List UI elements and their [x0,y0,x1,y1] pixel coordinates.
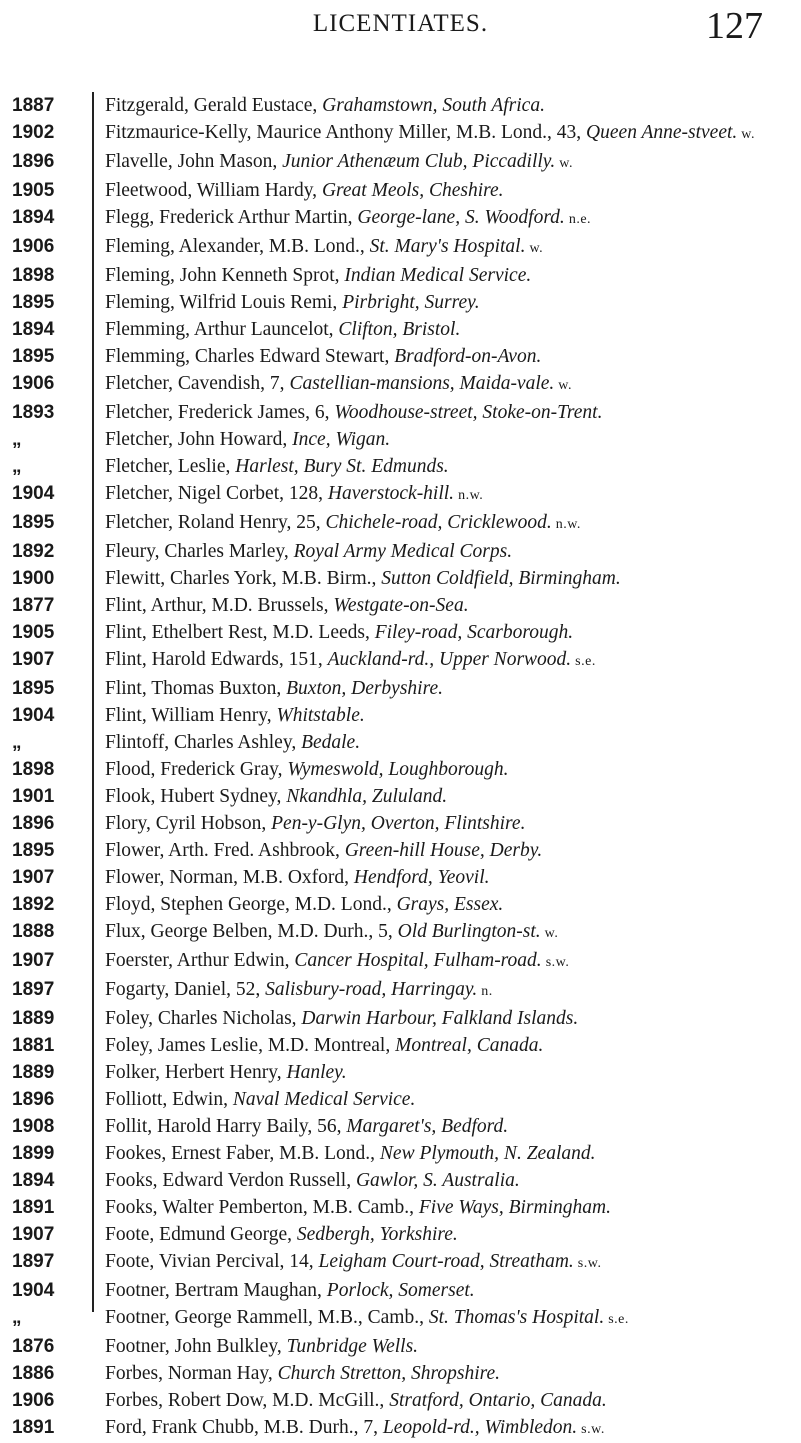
entry-text [105,233,775,262]
list-item [0,918,801,947]
entry-text [105,399,775,426]
entry-name: Fooks, Walter Pemberton, M.B. Camb., [105,1197,419,1218]
entry-name: Flint, Ethelbert Rest, M.D. Leeds, [105,622,375,643]
list-item [0,509,801,538]
entry-year: 1886 [12,1363,55,1384]
entry-text [105,1194,775,1221]
entry-year: 1907 [12,867,55,888]
list-item [0,1414,801,1443]
entry-address: Whitstable. [276,705,365,726]
entry-year: 1894 [12,1170,55,1191]
entry-text [105,1167,775,1194]
entry-name: Fleury, Charles Marley, [105,541,294,562]
list-item [0,1360,801,1387]
entry-name: Flemming, Charles Edward Stewart, [105,346,395,367]
list-item [0,426,801,453]
entry-text [105,1387,775,1414]
list-item [0,702,801,729]
entry-district: s.e. [571,654,596,669]
list-item [0,947,801,976]
list-item [0,399,801,426]
entry-address: Sedbergh, Yorkshire. [296,1224,458,1245]
entry-name: Flower, Arth. Fred. Ashbrook, [105,840,345,861]
entry-text [105,1277,775,1304]
entry-address: Pen-y-Glyn, Overton, Flintshire. [271,813,526,834]
entry-year: 1896 [12,813,55,834]
entry-address: New Plymouth, N. Zealand. [379,1143,596,1164]
entry-name: Fleming, John Kenneth Sprot, [105,265,345,286]
entry-year: 1907 [12,950,55,971]
entry-name: Fogarty, Daniel, 52, [105,979,266,1000]
entry-year: 1896 [12,151,55,172]
entry-name: Flood, Frederick Gray, [105,759,288,780]
entry-year: 1895 [12,840,55,861]
entry-year: 1904 [12,1280,55,1301]
entry-year: 1906 [12,373,55,394]
entry-name: Footner, John Bulkley, [105,1336,287,1357]
entry-year: 1895 [12,512,55,533]
entry-year: 1892 [12,894,55,915]
entry-text [105,119,775,148]
entry-year: 1881 [12,1035,55,1056]
entry-text [105,204,775,233]
entry-address: Pirbright, Surrey. [342,292,480,313]
entry-address: Church Stretton, Shropshire. [277,1363,501,1384]
list-item [0,810,801,837]
entry-name: Fletcher, Nigel Corbet, 128, [105,483,328,504]
entry-name: Fletcher, John Howard, [105,429,293,450]
entry-address: Naval Medical Service. [232,1089,416,1110]
entry-year: 1902 [12,122,55,143]
entry-year: 1901 [12,786,55,807]
entry-address: Buxton, Derbyshire. [286,678,443,699]
entry-address: Junior Athenæum Club, Piccadilly. [282,151,556,172]
entry-district: w. [540,926,559,941]
entry-year: 1898 [12,265,55,286]
list-item [0,1167,801,1194]
entry-address: Sutton Coldfield, Birmingham. [381,568,621,589]
entry-name: Footner, George Rammell, M.B., Camb., [105,1307,429,1328]
entry-address: Castellian-mansions, Maida-vale. [289,373,555,394]
entry-name: Fletcher, Leslie, [105,456,236,477]
entry-year: 1904 [12,705,55,726]
entry-address: Grahamstown, South Africa. [322,95,545,116]
entry-address: Hendford, Yeovil. [353,867,490,888]
entry-address: George-lane, S. Woodford. [357,207,565,228]
entry-name: Fletcher, Roland Henry, 25, [105,512,326,533]
entry-district: w. [737,127,755,142]
list-item [0,177,801,204]
entry-year: 1894 [12,207,55,228]
entry-year: 1907 [12,649,55,670]
list-item [0,262,801,289]
entry-text [105,756,775,783]
entry-name: Flavelle, John Mason, [105,151,283,172]
page-title: LICENTIATES. [312,10,489,37]
entry-address: Leopold-rd., Wimbledon. [382,1417,578,1438]
entry-address: Hanley. [286,1062,347,1083]
entry-year: 1876 [12,1336,55,1357]
entry-name: Fleming, Alexander, M.B. Lond., [105,236,370,257]
entry-text [105,565,775,592]
entry-text [105,538,775,565]
entry-text [105,1005,775,1032]
entry-text [105,426,775,453]
entry-year: 1906 [12,1390,55,1411]
entry-district: n.w. [454,488,484,503]
entry-year: „ [12,732,22,753]
list-item [0,565,801,592]
list-item [0,837,801,864]
list-item [0,92,801,119]
entry-text [105,1140,775,1167]
entry-address: Auckland-rd., Upper Norwood. [327,649,572,670]
entry-address: Great Meols, Cheshire. [321,180,504,201]
list-item [0,1248,801,1277]
entry-text [105,619,775,646]
entry-name: Fletcher, Frederick James, 6, [105,402,335,423]
list-item [0,783,801,810]
entry-address: Bradford-on-Avon. [394,346,542,367]
entry-name: Flint, Thomas Buxton, [105,678,287,699]
entry-address: Clifton, Bristol. [338,319,461,340]
entry-text [105,1086,775,1113]
list-item [0,1387,801,1414]
list-item [0,1140,801,1167]
entry-text [105,864,775,891]
entry-year: „ [12,456,22,477]
entry-address: Grays, Essex. [396,894,504,915]
entry-name: Flower, Norman, M.B. Oxford, [105,867,354,888]
list-item [0,1277,801,1304]
entry-year: 1905 [12,622,55,643]
list-item [0,343,801,370]
entry-address: Darwin Harbour, Falkland Islands. [301,1008,579,1029]
entry-district: n.e. [564,212,592,227]
entry-year: 1899 [12,1143,55,1164]
entry-address: Queen Anne-stveet. [586,122,738,143]
entry-text [105,1059,775,1086]
page-header [0,6,801,46]
entry-name: Folliott, Edwin, [105,1089,233,1110]
list-item [0,1333,801,1360]
entry-name: Flewitt, Charles York, M.B. Birm., [105,568,382,589]
entry-text [105,343,775,370]
list-item [0,1113,801,1140]
list-item [0,119,801,148]
entry-year: 1888 [12,921,55,942]
list-item [0,864,801,891]
entry-name: Flint, Arthur, M.D. Brussels, [105,595,334,616]
entry-name: Fooks, Edward Verdon Russell, [105,1170,356,1191]
entry-year: 1895 [12,292,55,313]
entry-text [105,262,775,289]
entry-text [105,1221,775,1248]
list-item [0,1221,801,1248]
list-item [0,756,801,783]
entry-address: Porlock, Somerset. [326,1280,475,1301]
entry-name: Fleming, Wilfrid Louis Remi, [105,292,343,313]
entry-address: Margaret's, Bedford. [346,1116,509,1137]
list-item [0,480,801,509]
entry-year: 1897 [12,1251,55,1272]
entry-list [0,92,801,1443]
entry-name: Foley, Charles Nicholas, [105,1008,302,1029]
entry-address: St. Thomas's Hospital. [428,1307,605,1328]
list-item [0,204,801,233]
entry-year: 1897 [12,979,55,1000]
entry-text [105,370,775,399]
page-number: 127 [706,5,763,47]
list-item [0,538,801,565]
entry-text [105,453,775,480]
list-item [0,592,801,619]
entry-name: Floyd, Stephen George, M.D. Lond., [105,894,397,915]
list-item [0,148,801,177]
entry-name: Foley, James Leslie, M.D. Montreal, [105,1035,396,1056]
entry-district: s.w. [541,955,570,970]
entry-district: n. [477,984,493,999]
entry-name: Follit, Harold Harry Baily, 56, [105,1116,347,1137]
list-item [0,1059,801,1086]
entry-name: Fletcher, Cavendish, 7, [105,373,290,394]
entry-name: Fleetwood, William Hardy, [105,180,322,201]
list-item [0,233,801,262]
entry-year: 1895 [12,678,55,699]
list-item [0,370,801,399]
entry-name: Ford, Frank Chubb, M.B. Durh., 7, [105,1417,383,1438]
entry-district: w. [555,156,573,171]
entry-year: 1889 [12,1062,55,1083]
entry-text [105,1032,775,1059]
entry-address: Wymeswold, Loughborough. [287,759,509,780]
entry-district: w. [554,378,572,393]
entry-name: Flook, Hubert Sydney, [105,786,287,807]
entry-text [105,783,775,810]
entry-text [105,891,775,918]
entry-address: Bedale. [301,732,361,753]
entry-name: Foote, Edmund George, [105,1224,297,1245]
entry-address: Indian Medical Service. [344,265,532,286]
entry-text [105,837,775,864]
list-item [0,675,801,702]
list-item [0,619,801,646]
entry-address: Cancer Hospital, Fulham-road. [294,950,542,971]
entry-year: 1906 [12,236,55,257]
entry-year: 1891 [12,1197,55,1218]
entry-address: Salisbury-road, Harringay. [265,979,478,1000]
entry-year: 1905 [12,180,55,201]
entry-text [105,1414,775,1443]
entry-address: Ince, Wigan. [292,429,391,450]
entry-text [105,1304,775,1333]
list-item [0,729,801,756]
entry-address: Westgate-on-Sea. [333,595,469,616]
entry-name: Foote, Vivian Percival, 14, [105,1251,319,1272]
list-item [0,1194,801,1221]
entry-address: Five Ways, Birmingham. [418,1197,611,1218]
entry-address: St. Mary's Hospital. [369,236,526,257]
entry-name: Flory, Cyril Hobson, [105,813,272,834]
list-item [0,1005,801,1032]
entry-year: 1895 [12,346,55,367]
entry-year: „ [12,1307,22,1328]
entry-year: 1907 [12,1224,55,1245]
entry-text [105,1113,775,1140]
entry-name: Footner, Bertram Maughan, [105,1280,327,1301]
entry-name: Flemming, Arthur Launcelot, [105,319,339,340]
entry-text [105,646,775,675]
entry-name: Flegg, Frederick Arthur Martin, [105,207,358,228]
entry-name: Fookes, Ernest Faber, M.B. Lond., [105,1143,380,1164]
list-item [0,453,801,480]
entry-address: Stratford, Ontario, Canada. [389,1390,607,1411]
entry-name: Forbes, Robert Dow, M.D. McGill., [105,1390,390,1411]
entry-year: 1904 [12,483,55,504]
entry-address: Royal Army Medical Corps. [293,541,513,562]
list-item [0,316,801,343]
entry-name: Flint, Harold Edwards, 151, [105,649,328,670]
entry-address: Old Burlington-st. [397,921,541,942]
entry-address: Green-hill House, Derby. [344,840,543,861]
entry-name: Flint, William Henry, [105,705,277,726]
entry-text [105,1360,775,1387]
list-item [0,646,801,675]
entry-address: Woodhouse-street, Stoke-on-Trent. [334,402,603,423]
entry-text [105,480,775,509]
list-item [0,1304,801,1333]
entry-address: Haverstock-hill. [327,483,455,504]
entry-district: s.e. [604,1312,629,1327]
entry-text [105,177,775,204]
entry-text [105,810,775,837]
entry-address: Leigham Court-road, Streatham. [318,1251,574,1272]
entry-year: 1887 [12,95,55,116]
entry-year: 1892 [12,541,55,562]
entry-name: Fitzmaurice-Kelly, Maurice Anthony Miller, M.B. Lond., 43, [105,122,587,143]
entry-name: Flux, George Belben, M.D. Durh., 5, [105,921,398,942]
entry-name: Fitzgerald, Gerald Eustace, [105,95,323,116]
entry-address: Montreal, Canada. [395,1035,544,1056]
entry-year: „ [12,429,22,450]
entry-year: 1896 [12,1089,55,1110]
entry-district: s.w. [573,1256,602,1271]
entry-address: Chichele-road, Cricklewood. [325,512,552,533]
entry-year: 1889 [12,1008,55,1029]
entry-year: 1894 [12,319,55,340]
entry-text [105,675,775,702]
entry-name: Forbes, Norman Hay, [105,1363,278,1384]
entry-district: w. [525,241,544,256]
entry-year: 1877 [12,595,55,616]
entry-text [105,289,775,316]
entry-text [105,947,775,976]
list-item [0,1086,801,1113]
entry-text [105,148,775,177]
entry-address: Filey-road, Scarborough. [374,622,574,643]
entry-address: Tunbridge Wells. [286,1336,419,1357]
entry-year: 1900 [12,568,55,589]
entry-text [105,702,775,729]
entry-district: s.w. [577,1422,605,1437]
entry-text [105,1248,775,1277]
entry-district: n.w. [551,517,581,532]
list-item [0,976,801,1005]
entry-text [105,976,775,1005]
entry-text [105,509,775,538]
entry-year: 1891 [12,1417,55,1438]
entry-name: Folker, Herbert Henry, [105,1062,287,1083]
entry-text [105,592,775,619]
entry-text [105,729,775,756]
entry-text [105,316,775,343]
entry-text [105,1333,775,1360]
entry-address: Harlest, Bury St. Edmunds. [235,456,449,477]
entry-year: 1908 [12,1116,55,1137]
entry-name: Flintoff, Charles Ashley, [105,732,302,753]
entry-text [105,92,775,119]
entry-name: Foerster, Arthur Edwin, [105,950,295,971]
entry-text [105,918,775,947]
entry-year: 1893 [12,402,55,423]
entry-address: Nkandhla, Zululand. [286,786,448,807]
entry-year: 1898 [12,759,55,780]
list-item [0,289,801,316]
list-item [0,891,801,918]
list-item [0,1032,801,1059]
entry-address: Gawlor, S. Australia. [355,1170,520,1191]
